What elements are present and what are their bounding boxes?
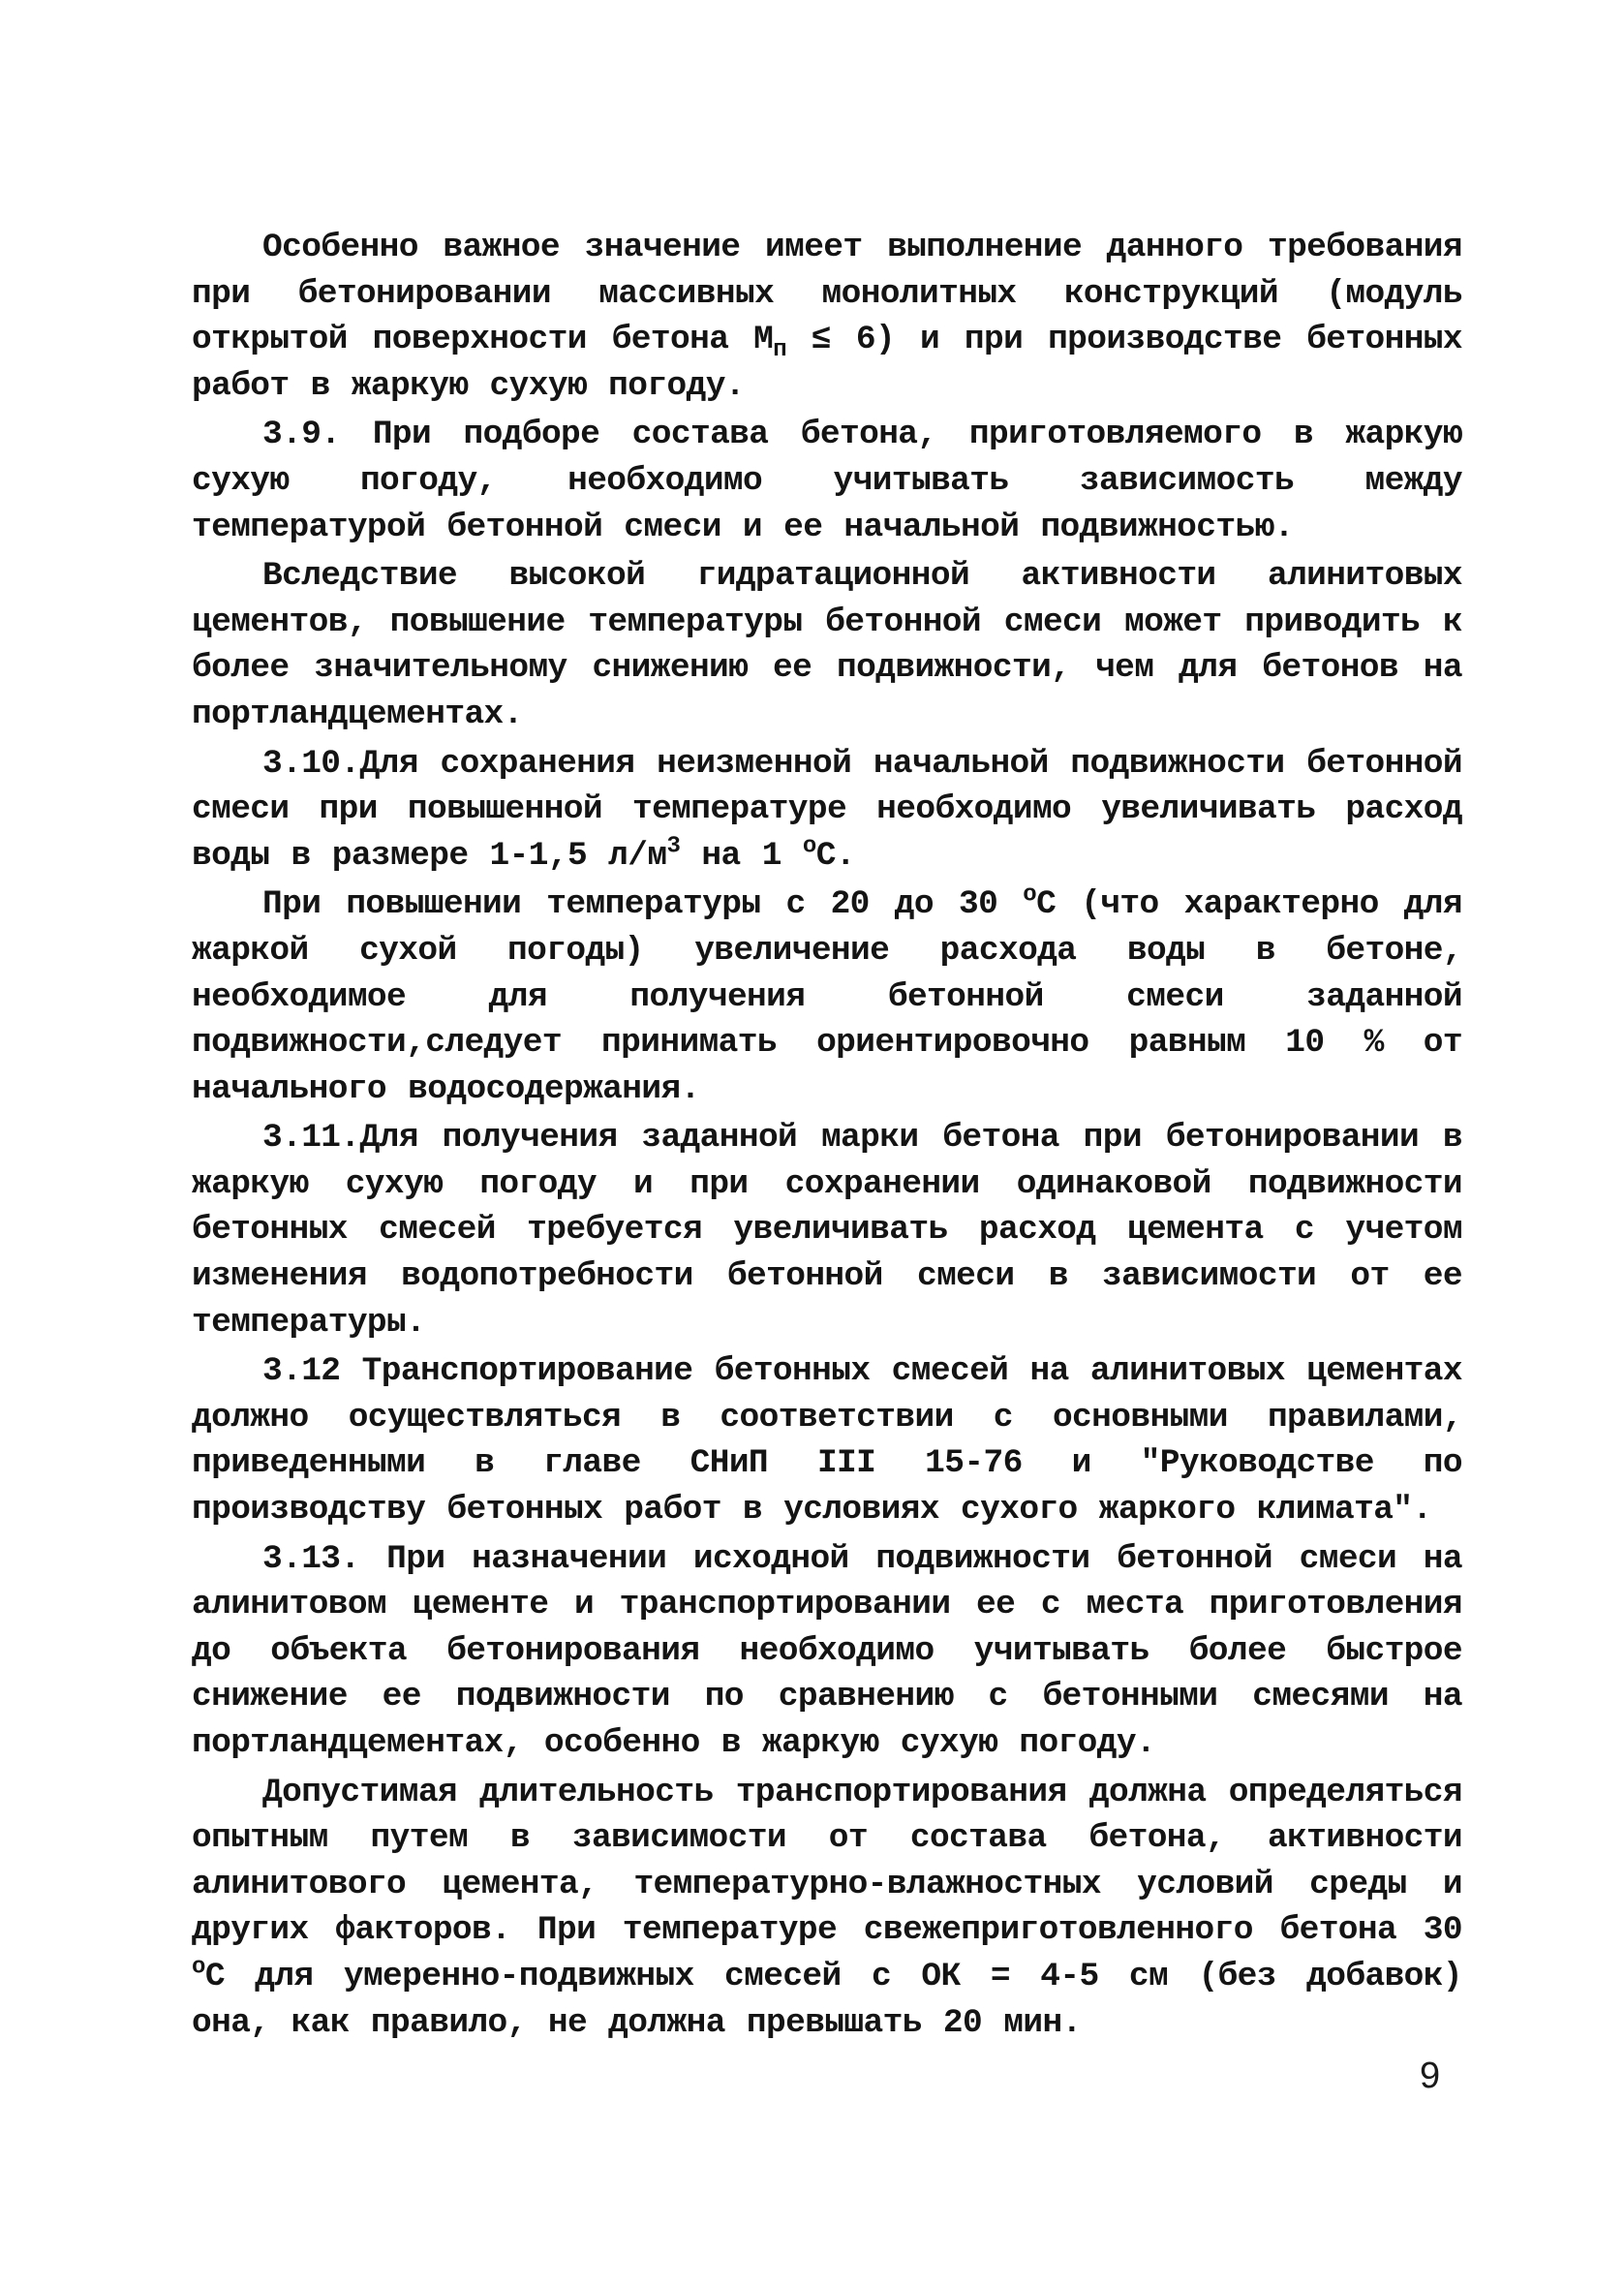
superscript: 3 [666, 833, 681, 860]
paragraph-text: Особенно важное значение имеет выполнение данного требования при бетонировании массивных монолитных конструкций (модуль открытой поверхности бетона М [192, 229, 1462, 359]
degree-superscript: о [192, 1954, 205, 1981]
paragraph-text: С для умеренно-подвижных смесей с ОК = 4-5 см (без добавок) она, как правило, не должна превышать 20 мин. [192, 1957, 1462, 2042]
paragraph-3-13 [192, 1536, 1462, 1767]
document-page [192, 225, 1462, 2046]
subscript: п [773, 337, 787, 364]
paragraph-text: 3.11.Для получения заданной марки бетона при бетонировании в жаркую сухую погоду и при сохранении одинаковой подвижности бетонных смесей требуется увеличивать расход цемента с учетом изменения водопотребности бетонной смеси в зависимости от ее температуры. [192, 1119, 1462, 1342]
paragraph-3-11 [192, 1115, 1462, 1345]
paragraph-text: С. [815, 836, 855, 875]
paragraph-3-12 [192, 1348, 1462, 1532]
degree-superscript: о [802, 833, 816, 860]
paragraph-text: 3.13. При назначении исходной подвижности бетонной смеси на алинитовом цементе и транспортировании ее с места приготовления до объекта бетонирования необходимо учитывать более быстрое снижение ее подвижности по сравнению с бетонными смесями на портландцементах, особенно в жаркую сухую погоду. [192, 1539, 1462, 1762]
paragraph-text: 3.10.Для сохранения неизменной начальной подвижности бетонной смеси при повышенной температуре необходимо увеличивать расход воды в размере 1-1,5 л/м [192, 744, 1462, 875]
paragraph-3-10 [192, 741, 1462, 880]
paragraph-text: на 1 [680, 836, 803, 875]
paragraph-text: Допустимая длительность транспортирования должна определяться опытным путем в зависимости от состава бетона, активности алинитового цемента, температурно-влажностных условий среды и других факторов. При температуре свежеприготовленного бетона 30 [192, 1773, 1462, 1950]
paragraph-3-9 [192, 412, 1462, 550]
paragraph-text: 3.12 Транспортирование бетонных смесей на алинитовых цементах должно осуществляться в соответствии с основными правилами, приведенными в главе СНиП III 15-76 и "Руководстве по производству бетонных работ в условиях сухого жаркого климата". [192, 1352, 1462, 1530]
paragraph-transport-duration [192, 1770, 1462, 2047]
paragraph-text: Вследствие высокой гидратационной активности алинитовых цементов, повышение температуры бетонной смеси может приводить к более значительному снижению ее подвижности, чем для бетонов на портландцементах. [192, 557, 1462, 733]
paragraph-hot-weather-importance [192, 225, 1462, 409]
page-number: 9 [1420, 2056, 1441, 2096]
paragraph-text: 3.9. При подборе состава бетона, приготовляемого в жаркую сухую погоду, необходимо учитывать зависимость между температурой бетонной смеси и ее начальной подвижностью. [192, 416, 1462, 546]
paragraph-text: При повышении температуры с 20 до 30 [262, 885, 1024, 924]
paragraph-hydration-activity [192, 553, 1462, 737]
paragraph-temperature-increase [192, 881, 1462, 1112]
paragraph-text: С (что характерно для жаркой сухой погоды) увеличение расхода воды в бетоне, необходимое для получения бетонной смеси заданной подвижности,следует принимать ориентировочно равным 10 % от начального водосодержания. [192, 885, 1463, 1108]
paragraph-text: ≤ 6) и при производстве бетонных работ в жаркую сухую погоду. [192, 321, 1463, 405]
degree-superscript: о [1023, 881, 1037, 909]
